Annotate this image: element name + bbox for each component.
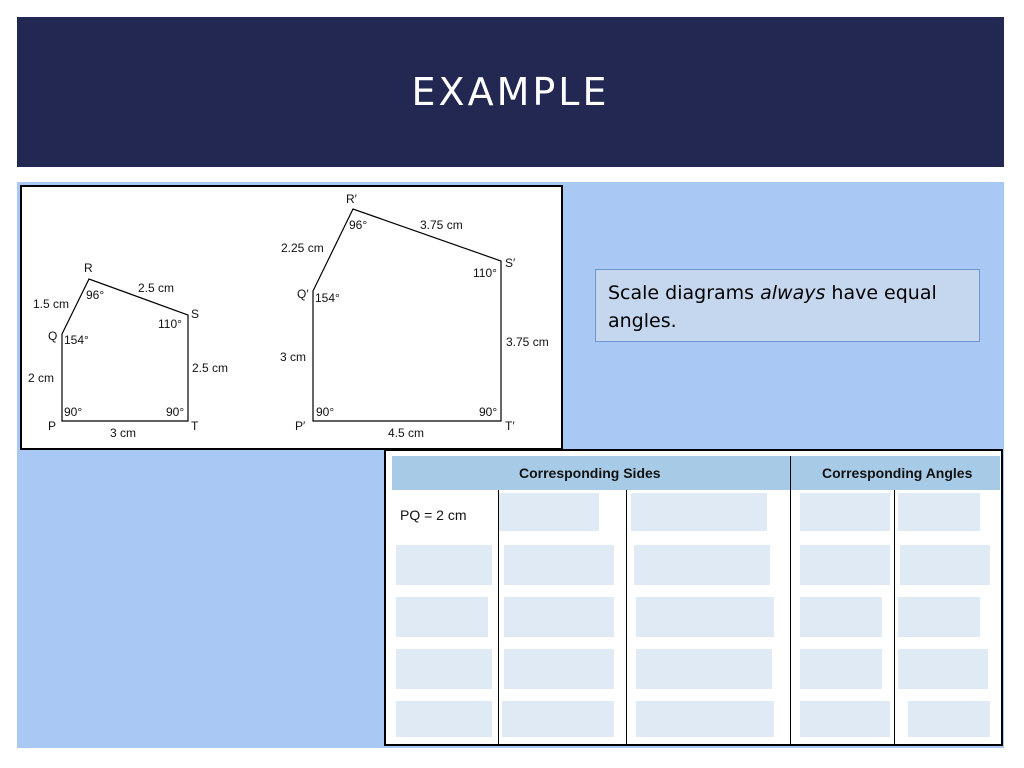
callout-box: [595, 269, 980, 342]
table-cell: [898, 649, 988, 689]
table-cell: [504, 545, 614, 585]
header-corresponding-angles: Corresponding Angles: [822, 465, 973, 481]
large-side-rs: 3.75 cm: [420, 218, 463, 232]
table-cell: [396, 597, 488, 637]
large-angle-s: 110°: [473, 266, 497, 280]
small-angle-s: 110°: [158, 317, 182, 331]
table-cell: [396, 649, 492, 689]
small-label-p: P: [48, 419, 57, 433]
table-cell: [636, 701, 774, 737]
large-side-tp: 4.5 cm: [388, 426, 425, 440]
table-cell: [502, 701, 614, 737]
callout-text-before: Scale diagrams: [608, 282, 761, 304]
table-column-divider: [626, 490, 627, 744]
small-angle-q: 154°: [64, 333, 89, 347]
table-cell: [800, 597, 882, 637]
large-label-r: R′: [346, 192, 357, 206]
table-cell: [800, 701, 890, 737]
table-cell: [636, 597, 774, 637]
table-cell: [396, 545, 492, 585]
large-label-t: T′: [505, 419, 515, 433]
large-side-pq: 3 cm: [280, 350, 307, 364]
small-side-tp: 3 cm: [110, 426, 137, 440]
callout-emphasis: always: [760, 282, 826, 304]
table-cell: [900, 545, 990, 585]
table-cell: [499, 493, 599, 531]
table-cell: [898, 597, 980, 637]
large-angle-r: 96°: [349, 218, 368, 232]
large-label-q: Q′: [297, 287, 309, 301]
title-bar: [17, 17, 1004, 167]
table-cell: [631, 493, 767, 531]
table-cell: [800, 545, 890, 585]
table-cell: [636, 649, 772, 689]
table-cell-pq: PQ = 2 cm: [400, 507, 467, 523]
header-corresponding-sides: Corresponding Sides: [519, 465, 661, 481]
scale-diagram-figure: [20, 185, 563, 450]
small-side-st: 2.5 cm: [192, 361, 229, 375]
large-angle-t: 90°: [479, 405, 498, 419]
table-cell: [800, 649, 882, 689]
table-column-divider: [790, 456, 791, 744]
table-cell: [634, 545, 770, 585]
small-polygon: [62, 279, 188, 421]
correspondence-table: [384, 449, 1003, 746]
slide-title: EXAMPLE: [411, 70, 610, 114]
table-column-divider: [498, 490, 499, 744]
small-angle-r: 96°: [86, 288, 105, 302]
large-angle-p: 90°: [316, 405, 335, 419]
large-label-s: S′: [505, 256, 516, 270]
small-label-t: T: [191, 419, 199, 433]
small-side-qr: 1.5 cm: [33, 297, 70, 311]
large-side-st: 3.75 cm: [506, 335, 549, 349]
small-angle-t: 90°: [166, 405, 185, 419]
table-cell: [898, 493, 980, 531]
large-label-p: P′: [295, 419, 306, 433]
table-cell: [908, 701, 990, 737]
table-cell: [396, 701, 492, 737]
table-column-divider: [894, 490, 895, 744]
large-angle-q: 154°: [315, 291, 340, 305]
table-row-divider: [392, 592, 1000, 594]
table-cell: [504, 597, 614, 637]
small-side-pq: 2 cm: [28, 371, 55, 385]
table-row-divider: [392, 540, 1000, 542]
small-angle-p: 90°: [64, 405, 83, 419]
small-side-rs: 2.5 cm: [138, 281, 175, 295]
small-label-r: R: [84, 261, 93, 275]
large-polygon: [313, 209, 501, 421]
table-row-divider: [392, 696, 1000, 698]
polygon-diagram: [22, 187, 561, 448]
table-cell: [800, 493, 890, 531]
large-side-qr: 2.25 cm: [281, 241, 324, 255]
callout-text-after: have equal angles.: [608, 282, 937, 332]
table-row-divider: [392, 644, 1000, 646]
table-header-row: [392, 456, 1000, 490]
small-label-q: Q: [48, 329, 58, 343]
small-label-s: S: [191, 307, 200, 321]
table-cell: [504, 649, 614, 689]
